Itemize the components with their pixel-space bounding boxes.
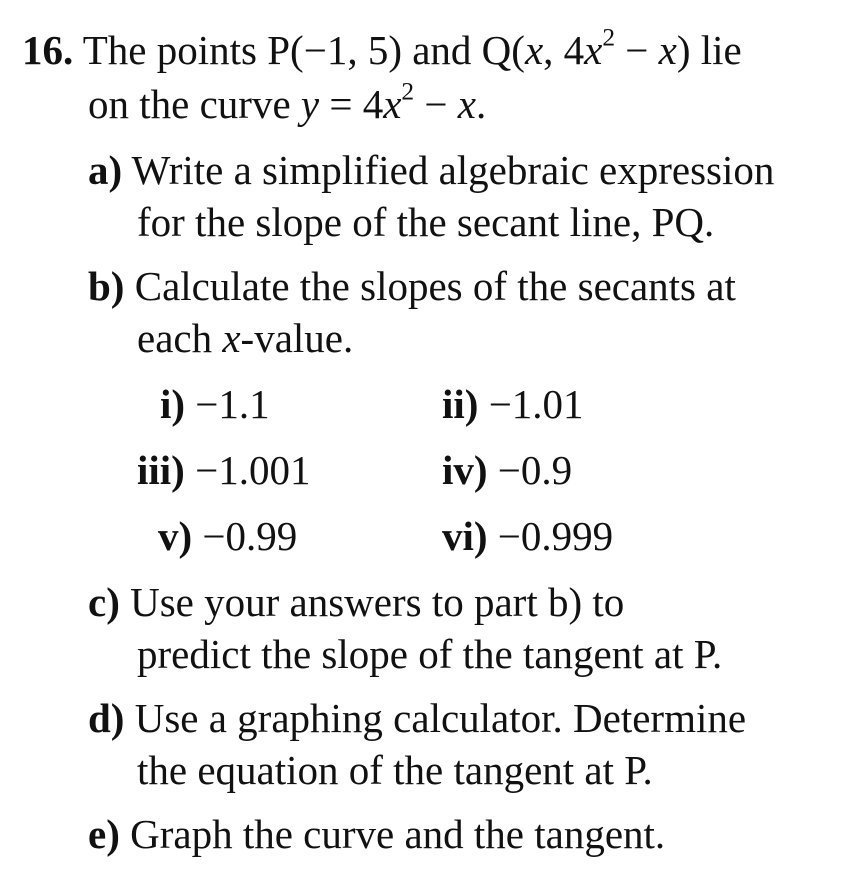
part-e-text: Graph the curve and the tangent. [130,811,666,857]
part-b-line-1 [88,262,736,310]
stem-text: − [414,81,458,127]
part-a-text: Write a simplified algebraic expression [131,147,775,193]
part-d-line-1 [88,694,746,742]
part-d-text: Use a graphing calculator. Determine [134,695,747,741]
part-a-line-1 [88,146,774,194]
stem-var: x [584,27,603,73]
sub-item-label: iii) [137,447,185,493]
stem-text: ) lie [676,27,742,73]
part-c-line-2 [137,630,722,678]
sub-item-value: −0.9 [497,447,573,493]
sub-item-label: i) [160,381,186,427]
part-e-label: e) [88,811,120,857]
sub-item-i [160,380,270,428]
problem-stem-line-2 [88,77,487,128]
part-c-text: predict the slope of the tangent at P. [137,631,723,677]
sub-item-iii [137,446,310,494]
part-c-text: Use your answers to part b) to [130,579,625,625]
sub-item-v [158,512,297,560]
sub-item-label: v) [158,513,193,559]
part-c-line-1 [88,578,624,626]
sub-item-vi [442,512,613,560]
problem-number: 16. [22,27,74,73]
part-d-text: the equation of the tangent at P. [137,747,653,793]
stem-var: x [658,27,677,73]
part-e-line-1 [88,810,665,858]
part-b-label: b) [88,263,125,309]
stem-var: y [300,81,320,127]
sub-item-ii [442,380,584,428]
stem-text: The points P(−1, 5) and Q( [82,27,525,73]
part-b-text: Calculate the slopes of the secants at [134,263,736,309]
stem-text: . [475,81,487,127]
sub-item-label: vi) [442,513,488,559]
part-b-var: x [222,315,241,361]
part-d-label: d) [88,695,125,741]
sub-item-iv [442,446,572,494]
sub-item-value: −1.01 [488,381,584,427]
part-a-line-2 [137,198,714,246]
sub-item-label: iv) [442,447,488,493]
part-a-label: a) [88,147,123,193]
problem-stem-line-1 [22,23,742,74]
part-c-label: c) [88,579,120,625]
stem-var: x [383,81,402,127]
stem-var: x [524,27,544,73]
part-b-text: each [137,315,223,361]
stem-var: x [457,81,476,127]
part-a-text: for the slope of the secant line, PQ. [137,199,715,245]
sub-item-value: −0.99 [202,513,298,559]
stem-text: on the curve [88,81,301,127]
stem-exponent: 2 [602,23,616,52]
sub-item-value: −0.999 [497,513,614,559]
part-d-line-2 [137,746,653,794]
sub-item-value: −1.1 [195,381,270,427]
stem-text: = 4 [319,81,384,127]
stem-text: , 4 [543,27,585,73]
stem-text: − [615,27,659,73]
part-b-line-2 [137,314,353,362]
sub-item-label: ii) [442,381,479,427]
part-b-text: -value. [240,315,354,361]
sub-item-value: −1.001 [195,447,311,493]
stem-exponent: 2 [401,77,415,106]
